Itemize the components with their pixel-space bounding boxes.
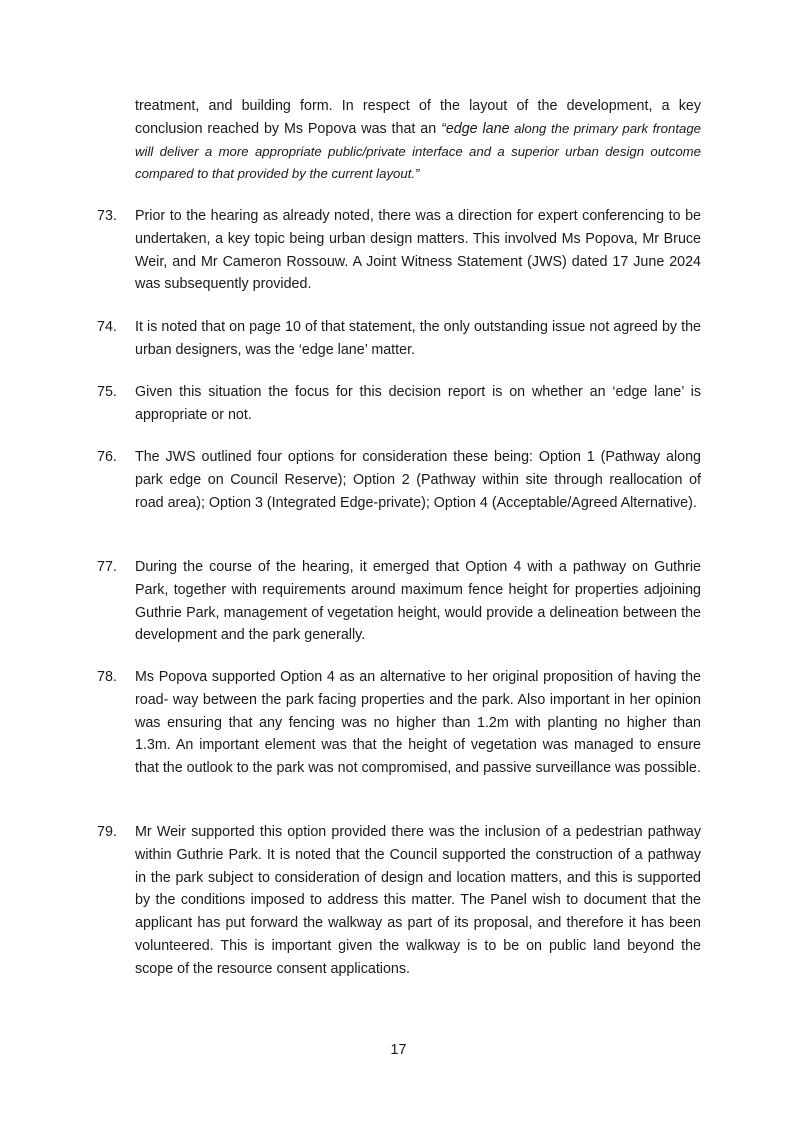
- paragraph-number: 79.: [97, 824, 117, 840]
- paragraph-number: 75.: [97, 384, 117, 400]
- paragraph-78: Ms Popova supported Option 4 as an alternative to her original proposition of having the road- way between the park facing properties and the park. Also important in her opinion was ensuring that any fencing was no higher than 1.2m with planting no higher than 1.3m. An important element was that the height of vegetation was managed to ensure that the outlook to the park was not compromised, and passive surveillance was possible.: [135, 669, 701, 777]
- paragraph-number: 77.: [97, 559, 117, 575]
- paragraph-75: Given this situation the focus for this decision report is on whether an ‘edge lane’ is appropriate or not.: [135, 384, 701, 423]
- continuation-text: treatment, and building form. In respect of the layout of the development, a key conclusion reached by Ms Popova was that an: [135, 98, 701, 137]
- paragraph-74: It is noted that on page 10 of that statement, the only outstanding issue not agreed by the urban designers, was the ‘edge lane’ matter.: [135, 319, 701, 358]
- paragraph-77: During the course of the hearing, it emerged that Option 4 with a pathway on Guthrie Park, together with requirements around maximum fence height for properties adjoining Guthrie Park, management of vegetation height, would provide a delineation between the development and the park generally.: [135, 559, 701, 644]
- quote-lead: “edge lane: [441, 120, 510, 137]
- paragraph-number: 73.: [97, 208, 117, 224]
- page-number: 17: [390, 1042, 407, 1058]
- quote-text: along the primary park frontage will deliver a more appropriate public/private interface and a superior urban design outcome compared to that provided by the current layout.”: [135, 120, 701, 182]
- paragraph-79: Mr Weir supported this option provided there was the inclusion of a pedestrian pathway within Guthrie Park. It is noted that the Council supported the construction of a pathway in the park subject to consideration of design and location matters, and this is supported by the conditions imposed to address this matter. The Panel wish to document that the applicant has put forward the walkway as part of its proposal, and therefore it has been volunteered. This is important given the walkway is to be on public land beyond the scope of the resource consent applications.: [135, 824, 701, 977]
- continuation-paragraph: [135, 95, 701, 186]
- paragraph-number: 78.: [97, 669, 117, 685]
- paragraph-number: 76.: [97, 449, 117, 465]
- paragraph-73: Prior to the hearing as already noted, there was a direction for expert conferencing to be undertaken, a key topic being urban design matters. This involved Ms Popova, Mr Bruce Weir, and Mr Cameron Rossouw. A Joint Witness Statement (JWS) dated 17 June 2024 was subsequently provided.: [135, 208, 701, 293]
- paragraph-number: 74.: [97, 319, 117, 335]
- paragraph-76: The JWS outlined four options for consideration these being: Option 1 (Pathway along park edge on Council Reserve); Option 2 (Pathway within site through reallocation of road area); Option 3 (Integrated Edge-private); Option 4 (Acceptable/Agreed Alternative).: [135, 449, 701, 511]
